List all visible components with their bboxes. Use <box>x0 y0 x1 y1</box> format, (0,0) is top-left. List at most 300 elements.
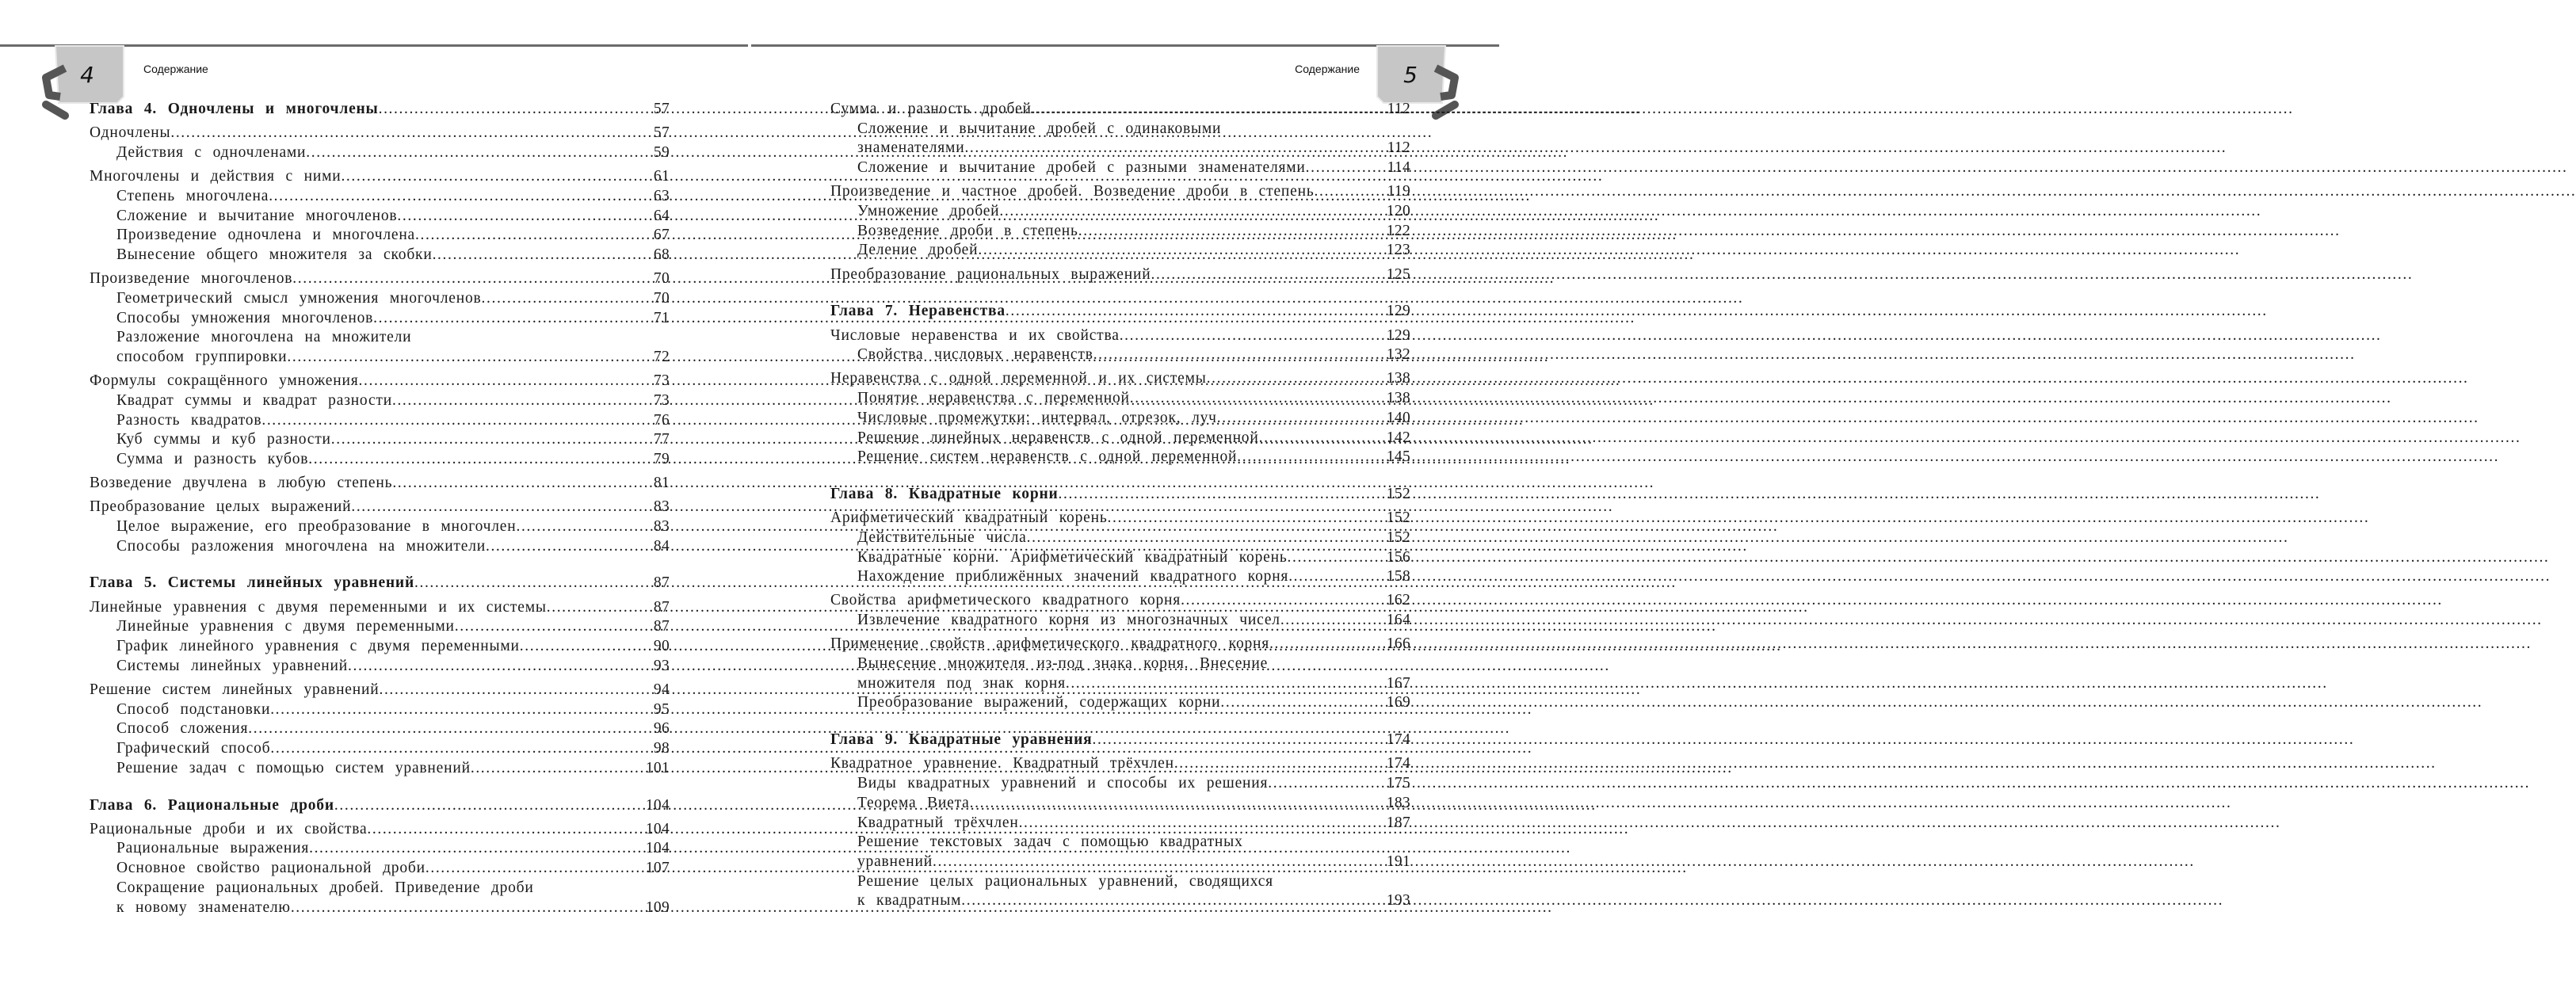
page-number: 87 <box>653 598 670 616</box>
entry-title: Многочлены и действия с ними <box>90 168 342 185</box>
page-number: 119 <box>1387 183 1410 200</box>
dot-leader <box>1288 548 1384 568</box>
dot-leader <box>520 637 651 657</box>
dot-leader <box>433 246 651 265</box>
dot-leader <box>1006 302 1384 322</box>
entry-title: Арифметический квадратный корень <box>830 509 1108 527</box>
subsection-entry <box>90 411 670 431</box>
entry-title: Линейные уравнения с двумя переменными и их системы <box>90 598 547 616</box>
toc-section-group <box>90 598 670 677</box>
dot-leader <box>455 617 651 637</box>
entry-title: Основное свойство рациональной дроби <box>116 860 426 877</box>
entry-title: Решение систем линейных уравнений <box>90 681 380 698</box>
section-entry <box>90 681 670 700</box>
page-number: 81 <box>653 475 670 492</box>
entry-title: Формулы сокращённого умножения <box>90 372 359 390</box>
chapter-title-entry <box>830 302 1410 322</box>
entry-title: Одночлены <box>90 124 171 142</box>
section-entry <box>830 326 1410 346</box>
entry-title: Свойства числовых неравенств <box>857 346 1093 364</box>
page-number: 72 <box>653 348 670 365</box>
dot-leader <box>341 167 651 187</box>
entry-title: Вынесение общего множителя за скобки <box>116 246 433 263</box>
entry-title: Глава 7. Неравенства <box>830 303 1006 320</box>
page-number: 96 <box>653 720 670 738</box>
page-number: 145 <box>1386 448 1410 466</box>
dot-leader <box>415 226 651 246</box>
page-number: 64 <box>653 207 670 224</box>
dot-leader <box>373 309 651 329</box>
dot-leader <box>306 143 651 163</box>
entry-title: Возведение дроби в степень <box>857 222 1078 239</box>
dot-leader <box>1108 509 1384 528</box>
dot-leader <box>334 796 643 816</box>
entry-title: Степень многочлена <box>116 187 269 204</box>
page-number: 57 <box>653 101 670 117</box>
page-number: 142 <box>1386 429 1410 446</box>
page-number: 152 <box>1386 528 1410 546</box>
dot-leader <box>392 391 651 411</box>
dot-leader <box>1093 345 1384 365</box>
entry-title: Деление дробей <box>857 242 979 259</box>
dot-leader <box>1306 158 1385 178</box>
dot-leader <box>486 537 651 557</box>
subsection-entry <box>830 158 1410 178</box>
entry-title: Виды квадратных уравнений и способы их решения <box>857 775 1269 792</box>
subsection-entry <box>90 143 670 163</box>
toc-section-group <box>830 182 1410 261</box>
dot-leader <box>517 517 651 537</box>
subsection-entry <box>830 794 1410 814</box>
dot-leader <box>1269 635 1384 654</box>
page-number-left: 4 <box>80 62 94 88</box>
toc-section-group <box>830 369 1410 467</box>
subsection-entry <box>830 409 1410 429</box>
entry-title: Линейные уравнения с двумя переменными <box>116 618 455 635</box>
dot-leader <box>1181 591 1384 611</box>
entry-title: Сумма и разность дробей <box>830 101 1032 117</box>
toc-column-left <box>90 100 670 917</box>
dot-leader <box>309 839 643 859</box>
subsection-entry <box>90 739 670 759</box>
dot-leader <box>331 430 651 450</box>
entry-title: Произведение и частное дробей. Возведение дроби в степень <box>830 183 1315 200</box>
toc-section-group <box>90 474 670 494</box>
entry-title: Сумма и разность кубов <box>116 450 309 467</box>
entry-title: Геометрический смысл умножения многочленов <box>116 289 482 307</box>
dot-leader <box>1217 409 1384 429</box>
entry-title: к квадратным <box>857 892 962 910</box>
dot-leader <box>379 100 651 120</box>
entry-title: Разложение многочлена на множители <box>116 329 412 346</box>
page-number: 70 <box>653 289 670 307</box>
toc-column-right <box>830 100 1410 911</box>
subsection-entry <box>830 241 1410 261</box>
page-number: 104 <box>645 796 670 814</box>
entry-title: Преобразование выражений, содержащих корни <box>857 694 1221 711</box>
dot-leader <box>1027 528 1384 548</box>
entry-title: Числовые промежутки: интервал, отрезок, луч <box>857 409 1217 426</box>
subsection-entry <box>830 872 1410 892</box>
subsection-entry <box>830 853 1410 872</box>
dot-leader <box>933 853 1384 872</box>
page-number: 71 <box>653 309 670 326</box>
dot-leader <box>1059 485 1384 505</box>
dot-leader <box>1220 693 1383 713</box>
section-entry <box>90 598 670 618</box>
toc-chapter <box>830 302 1410 322</box>
page-number: 83 <box>653 518 670 536</box>
toc-section-group <box>830 265 1410 285</box>
toc-section-group <box>90 269 670 368</box>
toc-section-group <box>830 100 1410 178</box>
entry-title: Числовые неравенства и их свойства <box>830 326 1120 344</box>
page-number: 166 <box>1386 635 1410 653</box>
dot-leader <box>1207 369 1384 389</box>
dot-leader <box>1019 814 1384 834</box>
subsection-entry <box>830 548 1410 568</box>
section-entry <box>830 182 1410 202</box>
section-entry <box>830 265 1410 285</box>
page-number: 83 <box>653 498 670 516</box>
subsection-entry <box>830 429 1410 448</box>
page-number: 94 <box>653 681 670 698</box>
page-number: 68 <box>653 246 670 263</box>
page-number: 61 <box>653 168 670 185</box>
subsection-entry <box>90 759 670 779</box>
subsection-entry <box>90 328 670 348</box>
entry-title: Целое выражение, его преобразование в многочлен <box>116 518 517 536</box>
entry-title: к новому знаменателю <box>116 898 291 916</box>
subsection-entry <box>90 430 670 450</box>
subsection-entry <box>830 202 1410 222</box>
dot-leader <box>1315 182 1385 202</box>
page-number: 95 <box>653 700 670 718</box>
dot-leader <box>1174 754 1384 774</box>
section-entry <box>90 269 670 289</box>
dot-leader <box>426 859 643 879</box>
page-number: 63 <box>653 187 670 204</box>
page-number-right: 5 <box>1403 62 1418 88</box>
subsection-entry <box>90 617 670 637</box>
entry-title: Преобразование рациональных выражений <box>830 265 1151 283</box>
entry-title: Умножение дробей <box>857 203 1000 220</box>
subsection-entry <box>830 814 1410 834</box>
subsection-entry <box>830 528 1410 548</box>
page-number: 183 <box>1386 794 1410 811</box>
toc-chapter <box>830 731 1410 750</box>
entry-title: Глава 9. Квадратные уравнения <box>830 731 1093 749</box>
entry-title: знаменателями <box>857 139 965 157</box>
page-number: 87 <box>653 618 670 635</box>
subsection-entry <box>830 389 1410 409</box>
page-number: 73 <box>653 372 670 390</box>
dot-leader <box>547 598 651 618</box>
entry-title: Применение свойств арифметического квадратного корня <box>830 635 1270 653</box>
dot-leader <box>1130 389 1384 409</box>
page-number: 156 <box>1386 548 1410 566</box>
entry-title: Решение целых рациональных уравнений, сводящихся <box>857 872 1273 890</box>
page-number: 79 <box>653 450 670 467</box>
dot-leader <box>970 794 1384 814</box>
page-number: 162 <box>1386 592 1410 609</box>
section-entry <box>90 124 670 143</box>
page-number: 77 <box>653 431 670 448</box>
page-number: 93 <box>653 657 670 674</box>
dot-leader <box>1032 100 1385 120</box>
dot-leader <box>482 289 651 309</box>
toc-section-group <box>830 326 1410 365</box>
page-number: 112 <box>1387 139 1410 157</box>
chapter-title-entry <box>90 796 670 816</box>
section-entry <box>830 100 1410 120</box>
toc-section-group <box>90 372 670 470</box>
entry-title: множителя под знак корня <box>857 674 1066 692</box>
page-number: 104 <box>645 840 670 857</box>
page-number: 70 <box>653 270 670 288</box>
entry-title: Теорема Виета <box>857 794 970 811</box>
section-entry <box>90 372 670 391</box>
running-title-right: Содержание <box>1295 63 1360 75</box>
page-number: 122 <box>1386 222 1410 239</box>
entry-title: Квадратные корни. Арифметический квадратный корень <box>857 548 1288 566</box>
entry-title: Сложение и вычитание многочленов <box>116 207 398 224</box>
dot-leader <box>999 202 1383 222</box>
subsection-entry <box>90 839 670 859</box>
subsection-entry <box>90 289 670 309</box>
chapter-title-entry <box>830 485 1410 505</box>
toc-section-group <box>830 591 1410 630</box>
dot-leader <box>270 739 651 759</box>
entry-title: способом группировки <box>116 348 288 365</box>
entry-title: Возведение двучлена в любую степень <box>90 475 393 492</box>
subsection-entry <box>90 657 670 677</box>
subsection-entry <box>830 222 1410 242</box>
dot-leader <box>1120 326 1384 346</box>
subsection-entry <box>830 654 1410 674</box>
subsection-entry <box>830 891 1410 911</box>
dot-leader <box>1268 774 1384 794</box>
page-number: 98 <box>653 740 670 757</box>
entry-title: Глава 8. Квадратные корни <box>830 485 1059 502</box>
section-entry <box>830 369 1410 389</box>
page-number: 138 <box>1386 390 1410 407</box>
dot-leader <box>379 681 651 700</box>
dot-leader <box>414 574 651 593</box>
entry-title: Способы умножения многочленов <box>116 309 374 326</box>
page-number: 158 <box>1386 568 1410 586</box>
dot-leader <box>270 700 651 720</box>
toc-section-group <box>90 681 670 779</box>
dot-leader <box>367 820 643 840</box>
dot-leader <box>1092 731 1383 750</box>
page-number: 193 <box>1386 892 1410 910</box>
page-number: 129 <box>1386 326 1410 344</box>
dot-leader <box>1078 222 1384 242</box>
dot-leader <box>170 124 651 143</box>
entry-title: Понятие неравенства с переменной <box>857 390 1130 407</box>
subsection-entry <box>90 246 670 265</box>
page-number: 123 <box>1386 242 1410 259</box>
page-number: 187 <box>1386 814 1410 831</box>
page-number: 174 <box>1386 731 1410 749</box>
entry-title: Способ сложения <box>116 720 249 738</box>
dot-leader <box>392 474 651 494</box>
page-number: 132 <box>1386 346 1410 364</box>
subsection-entry <box>90 859 670 879</box>
dot-leader <box>348 657 651 677</box>
entry-title: Неравенства с одной переменной и их системы <box>830 370 1207 387</box>
subsection-entry <box>90 898 670 918</box>
dot-leader <box>292 269 651 289</box>
subsection-entry <box>90 537 670 557</box>
dot-leader <box>308 450 651 470</box>
section-entry <box>90 820 670 840</box>
entry-title: Разность квадратов <box>116 411 262 429</box>
page-number: 152 <box>1386 485 1410 502</box>
dot-leader <box>471 759 643 779</box>
subsection-entry <box>830 345 1410 365</box>
page-number: 169 <box>1386 694 1410 711</box>
page-number: 120 <box>1386 203 1410 220</box>
page-number: 104 <box>645 820 670 837</box>
entry-title: Действия с одночленами <box>116 143 307 161</box>
dot-leader <box>1151 265 1383 285</box>
page-number: 125 <box>1386 265 1410 283</box>
dot-leader <box>1066 674 1384 694</box>
entry-title: Глава 6. Рациональные дроби <box>90 796 334 814</box>
dot-leader <box>397 207 651 227</box>
entry-title: Способы разложения многочлена на множители <box>116 537 486 555</box>
entry-title: Преобразование целых выражений <box>90 498 352 516</box>
chapter-title-entry <box>90 574 670 593</box>
entry-title: Произведение одночлена и многочлена <box>116 227 416 244</box>
section-entry <box>830 635 1410 654</box>
page-number: 152 <box>1386 509 1410 527</box>
subsection-entry <box>90 348 670 368</box>
page-number: 107 <box>645 860 670 877</box>
entry-title: Произведение многочленов <box>90 270 293 288</box>
subsection-entry <box>830 448 1410 467</box>
dot-leader <box>287 348 651 368</box>
subsection-entry <box>830 674 1410 694</box>
toc-chapter <box>90 796 670 816</box>
entry-title: Сокращение рациональных дробей. Приведение дроби <box>116 879 534 896</box>
page-number: 191 <box>1386 853 1410 870</box>
subsection-entry <box>90 450 670 470</box>
entry-title: Решение систем неравенств с одной переменной <box>857 448 1238 466</box>
entry-title: График линейного уравнения с двумя переменными <box>116 638 520 655</box>
dot-leader <box>978 241 1383 261</box>
page-number: 59 <box>653 143 670 161</box>
entry-title: Способ подстановки <box>116 700 271 718</box>
page-number: 140 <box>1386 409 1410 426</box>
page-number: 114 <box>1387 159 1410 177</box>
page-number: 57 <box>653 124 670 142</box>
page-number: 175 <box>1386 775 1410 792</box>
entry-title: Решение линейных неравенств с одной переменной <box>857 429 1259 446</box>
page-number: 109 <box>645 898 670 916</box>
dot-leader <box>291 898 643 918</box>
toc-chapter <box>90 574 670 593</box>
dot-leader <box>1259 429 1384 448</box>
subsection-entry <box>90 700 670 720</box>
page-number: 167 <box>1386 674 1410 692</box>
entry-title: Куб суммы и куб разности <box>116 431 331 448</box>
entry-title: Нахождение приближённых значений квадратного корня <box>857 568 1289 586</box>
subsection-entry <box>830 774 1410 794</box>
page-number: 76 <box>653 411 670 429</box>
subsection-entry <box>830 693 1410 713</box>
section-entry <box>90 498 670 517</box>
section-entry <box>90 167 670 187</box>
dot-leader <box>269 187 651 207</box>
entry-title: Системы линейных уравнений <box>116 657 349 674</box>
entry-title: Квадрат суммы и квадрат разности <box>116 391 392 409</box>
dot-leader <box>961 891 1384 911</box>
entry-title: Графический способ <box>116 740 271 757</box>
subsection-entry <box>90 879 670 898</box>
page-number: 84 <box>653 537 670 555</box>
dot-leader <box>964 139 1384 158</box>
chapter-title-entry <box>830 731 1410 750</box>
section-entry <box>830 509 1410 528</box>
subsection-entry <box>90 637 670 657</box>
section-entry <box>830 754 1410 774</box>
dot-leader <box>351 498 651 517</box>
entry-title: Сложение и вычитание дробей с одинаковыми <box>857 120 1222 137</box>
chapter-title-entry <box>90 100 670 120</box>
page-number: 73 <box>653 391 670 409</box>
subsection-entry <box>90 391 670 411</box>
subsection-entry <box>830 611 1410 631</box>
dot-leader <box>261 411 651 431</box>
toc-section-group <box>830 509 1410 587</box>
subsection-entry <box>90 187 670 207</box>
subsection-entry <box>830 833 1410 853</box>
subsection-entry <box>90 719 670 739</box>
entry-title: Квадратный трёхчлен <box>857 814 1019 831</box>
page-number: 164 <box>1386 612 1410 629</box>
entry-title: уравнений <box>857 853 933 870</box>
toc-section-group <box>90 820 670 918</box>
toc-section-group <box>90 167 670 265</box>
subsection-entry <box>830 120 1410 139</box>
entry-title: Сложение и вычитание дробей с разными знаменателями <box>857 159 1306 177</box>
entry-title: Глава 5. Системы линейных уравнений <box>90 574 414 592</box>
page-number: 138 <box>1386 370 1410 387</box>
running-title-left: Содержание <box>143 63 208 75</box>
toc-chapter <box>830 485 1410 505</box>
subsection-entry <box>90 309 670 329</box>
entry-title: Действительные числа <box>857 528 1027 546</box>
entry-title: Вынесение множителя из-под знака корня. Внесение <box>857 655 1269 673</box>
subsection-entry <box>90 517 670 537</box>
subsection-entry <box>90 226 670 246</box>
subsection-entry <box>830 139 1410 158</box>
entry-title: Рациональные выражения <box>116 840 310 857</box>
toc-chapter <box>90 100 670 120</box>
toc-section-group <box>90 124 670 162</box>
dot-leader <box>248 719 651 739</box>
page-number: 101 <box>645 759 670 776</box>
page-number: 67 <box>653 227 670 244</box>
dot-leader <box>1288 567 1384 587</box>
entry-title: Глава 4. Одночлены и многочлены <box>90 101 379 117</box>
section-entry <box>830 591 1410 611</box>
dot-leader <box>359 372 651 391</box>
page-number: 90 <box>653 638 670 655</box>
